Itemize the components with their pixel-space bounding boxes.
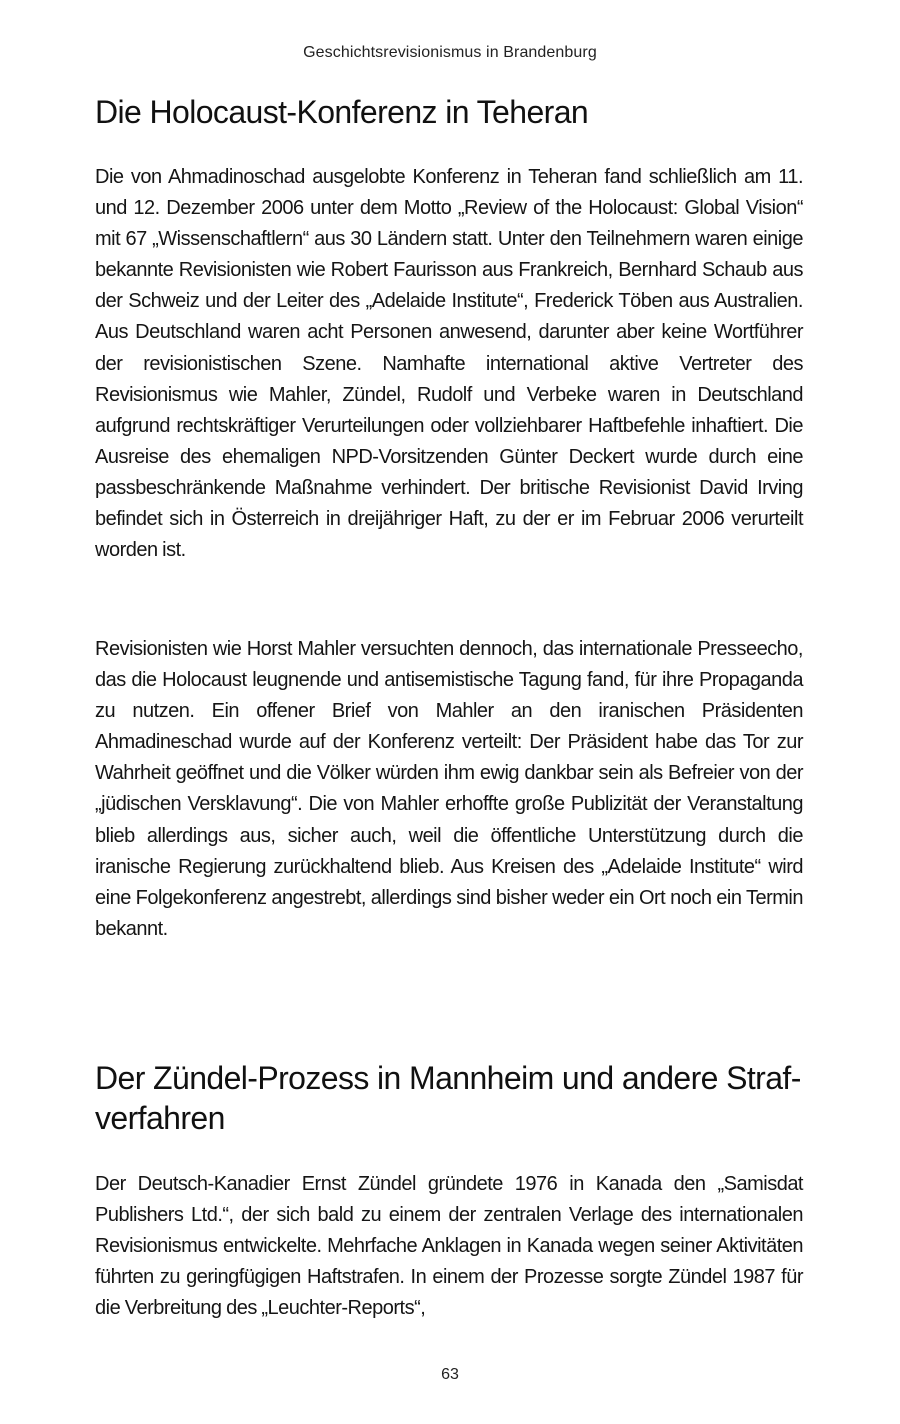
section-heading-zuendel-prozess: Der Zündel-Prozess in Mannheim und andere Strafverfahren (95, 1060, 802, 1136)
page-number: 63 (441, 1366, 459, 1383)
running-head: Geschichtsrevisionismus in Brandenburg (303, 44, 597, 61)
section-heading-teheran: Die Holocaust-Konferenz in Teheran (95, 94, 589, 130)
paragraph: Die von Ahmadinoschad ausgelobte Konferenz in Teheran fand schließlich am 11. und 12. Dezember 2006 unter dem Motto „Review of the Holocaust: Global Vision“ mit 67 „Wissenschaftlern“ aus 30 Ländern statt. Unter den Teilnehmern waren einige bekannte Revisionisten wie Robert Faurisson aus Frankreich, Bernhard Schaub aus der Schweiz und der Leiter des „Adelaide Institute“, Frederick Töben aus Australien. Aus Deutschland waren acht Personen anwesend, darunter aber keine Wortführer der revisionistischen Szene. Namhafte international aktive Vertreter des Revisionismus wie Mahler, Zündel, Rudolf und Verbeke waren in Deutschland aufgrund rechtskräftiger Verurteilungen oder vollziehbarer Haftbefehle inhaftiert. Die Ausreise des ehemaligen NPD-Vorsitzenden Günter Deckert wurde durch eine passbeschränkende Maßnahme verhindert. Der britische Revisionist David Irving befindet sich in Österreich in dreijähriger Haft, zu der er im Februar 2006 verurteilt worden ist. (95, 166, 803, 562)
paragraph: Revisionisten wie Horst Mahler versuchten dennoch, das internationale Presseecho, das die Holocaust leugnende und antisemistische Tagung fand, für ihre Propaganda zu nutzen. Ein offener Brief von Mahler an den iranischen Präsidenten Ahmadineschad wurde auf der Konferenz verteilt: Der Präsident habe das Tor zur Wahrheit geöffnet und die Völker würden ihm ewig dankbar sein als Befreier von der „jüdischen Versklavung“. Die von Mahler erhoffte große Publizität der Veranstaltung blieb allerdings aus, sicher auch, weil die öffentliche Unterstützung durch die iranische Regierung zurückhaltend blieb. Aus Kreisen des „Adelaide Institute“ wird eine Folgekonferenz angestrebt, allerdings sind bisher weder ein Ort noch ein Termin bekannt. (95, 638, 803, 940)
paragraph: Der Deutsch-Kanadier Ernst Zündel gründete 1976 in Kanada den „Samisdat Publishers Ltd.“, der sich bald zu einem der zentralen Verlage des internationalen Revisionismus entwickelte. Mehrfache Anklagen in Kanada wegen seiner Aktivitäten führten zu geringfügigen Haftstrafen. In einem der Prozesse sorgte Zündel 1987 für die Verbreitung des „Leuchter-Reports“, (95, 1173, 803, 1320)
